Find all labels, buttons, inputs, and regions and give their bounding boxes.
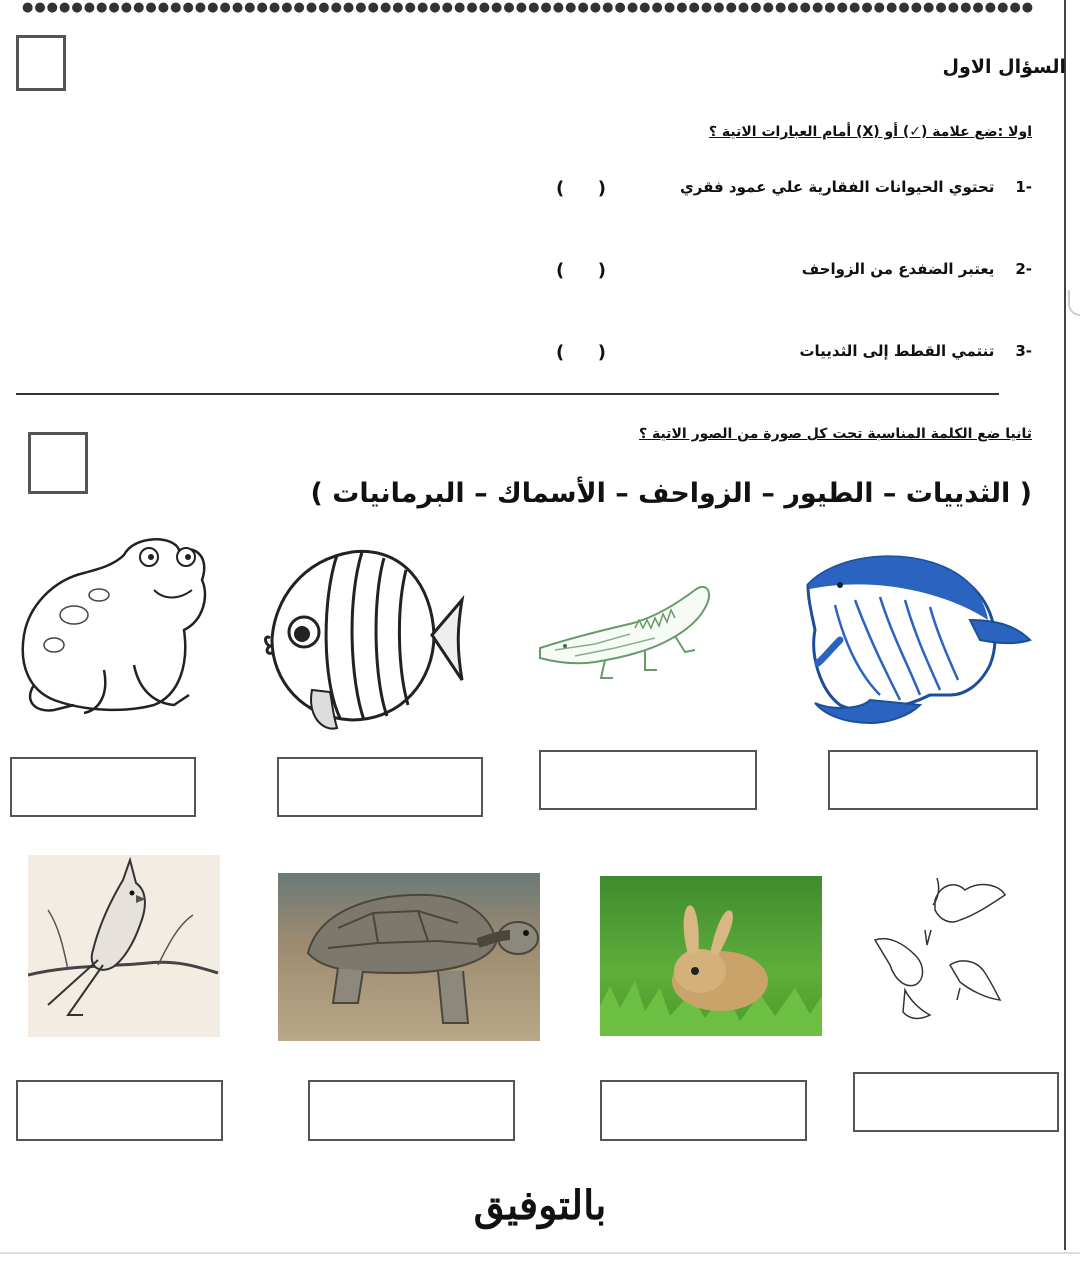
statement-number: -3 <box>1015 342 1032 360</box>
page-edge-line <box>1064 0 1066 1250</box>
section-divider <box>16 393 999 395</box>
open-paren: ( <box>556 342 565 363</box>
whale-icon <box>800 545 1035 735</box>
statement-number: -2 <box>1015 260 1032 278</box>
statement-2 <box>802 260 1032 278</box>
statement-1 <box>680 178 1032 196</box>
score-box-q1[interactable] <box>16 35 66 91</box>
answer-box-birds[interactable] <box>853 1072 1059 1132</box>
open-paren: ( <box>556 260 565 281</box>
word-bank: ( الثدييات – الطيور – الزواحف – الأسماك – البرمانيات ) <box>310 478 1032 509</box>
answer-box-cardinal[interactable] <box>16 1080 223 1141</box>
statement-text: تنتمي القطط إلى الثدييات <box>799 342 995 360</box>
answer-box-turtle[interactable] <box>308 1080 515 1141</box>
statement-text: يعتبر الضفدع من الزواحف <box>801 260 995 278</box>
score-box-q2[interactable] <box>28 432 88 494</box>
page-bottom-line <box>0 1252 1080 1254</box>
question-title: السؤال الاول <box>942 56 1066 78</box>
birds-icon <box>865 870 1015 1035</box>
open-paren: ( <box>556 178 565 199</box>
answer-box-fish[interactable] <box>277 757 483 817</box>
scroll-edge-indicator <box>1068 290 1080 316</box>
closing-wish: بالتوفيق <box>473 1182 607 1229</box>
answer-box-frog[interactable] <box>10 757 196 817</box>
turtle-icon <box>278 873 540 1041</box>
close-paren: ) <box>597 342 606 363</box>
statement-number: -1 <box>1015 178 1032 196</box>
statement-text: تحتوي الحيوانات الفقارية علي عمود فقري <box>680 178 995 196</box>
answer-parens-2[interactable] <box>556 260 606 281</box>
dotted-border-top: ●●●●●●●●●●●●●●●●●●●●●●●●●●●●●●●●●●●●●●●●●●●●●●●●●●●●●●●●●●●●●●●●●●●●●●●●●●●●●●●●●● <box>22 2 1035 14</box>
answer-box-crocodile[interactable] <box>539 750 757 810</box>
answer-box-rabbit[interactable] <box>600 1080 807 1141</box>
part1-instruction: اولا :ضع علامة (✓) أو (X) أمام العبارات الاتية ؟ <box>708 124 1032 140</box>
answer-box-whale[interactable] <box>828 750 1038 810</box>
fish-icon <box>262 540 467 735</box>
part2-instruction: ثانيا ضع الكلمة المناسبة تحت كل صورة من الصور الاتية ؟ <box>639 426 1032 442</box>
answer-parens-1[interactable] <box>556 178 606 199</box>
close-paren: ) <box>597 178 606 199</box>
statement-3 <box>799 342 1032 360</box>
crocodile-icon <box>535 570 715 685</box>
answer-parens-3[interactable] <box>556 342 606 363</box>
frog-icon <box>14 535 214 720</box>
rabbit-icon <box>600 876 822 1036</box>
close-paren: ) <box>597 260 606 281</box>
cardinal-bird-icon <box>28 855 220 1037</box>
